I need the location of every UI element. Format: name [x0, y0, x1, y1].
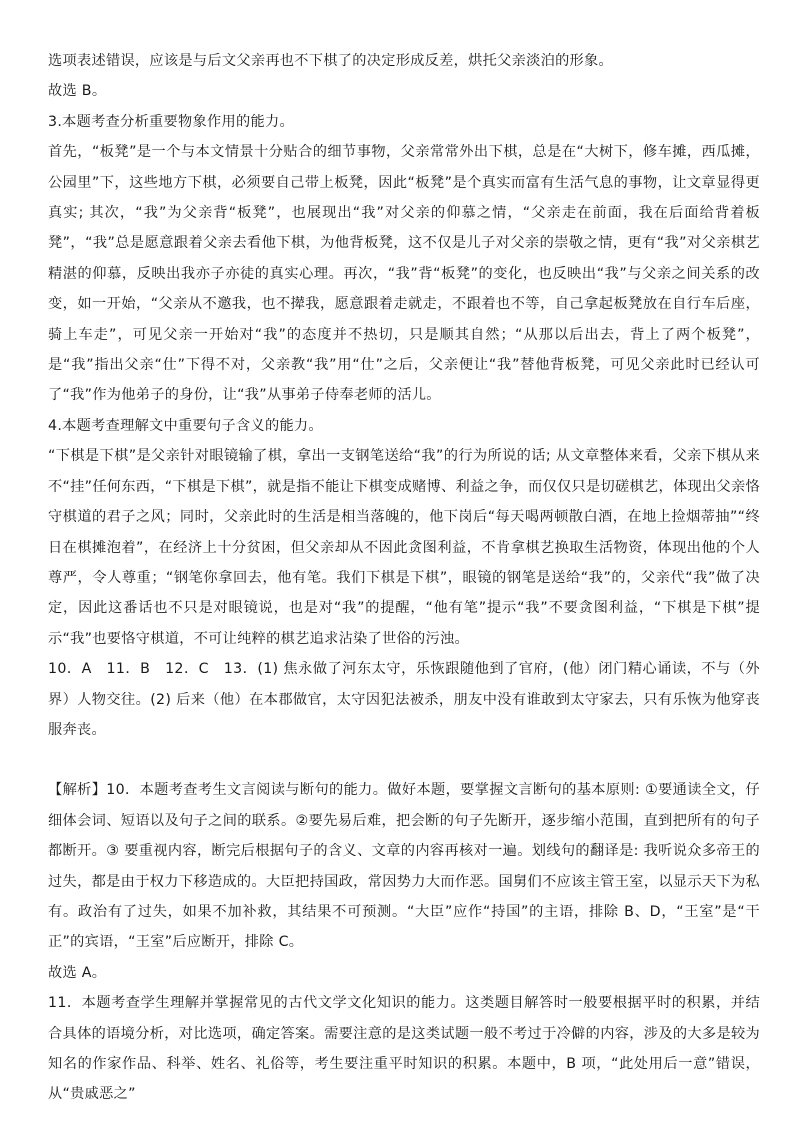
paragraph-option-explanation: 选项表述错误，应该是与后文父亲再也不下棋了的决定形成反差，烘托父亲淡泊的形象。: [48, 53, 614, 69]
blank-line: [48, 745, 760, 775]
paragraph-answer-b: 故选 B。: [48, 83, 107, 100]
document-page: [48, 46, 760, 1110]
paragraph-q10-analysis: 【解析】10．本题考查考生文言阅读与断句的能力。做好本题，要掌握文言断句的基本原则: ①要通读全文，仔细体会词、短语以及句子之间的联系。②要先易后难，把会断的句子先断开，逐步缩小范围，直到把所有的句子都断开。③ 要重视内容，断完后根据句子的含义、文章的内容再核对一遍。划线句的翻译是: 我听说众多帝王的过失，都是由于权力下移造成的。大臣把持国政，常因势力大而作恶。国舅们不应该主管王室，以显示天下为私有。政治有了过失，如果不加补救，其结果不可预测。“大臣”应作“持国”的主语，排除 B、D，“王室”是“干正”的宾语，“王室”后应断开，排除 C。: [48, 782, 760, 951]
paragraph-q3-analysis: 首先，“板凳”是一个与本文情景十分贴合的细节事物，父亲常常外出下棋，总是在“大树下，修车摊，西瓜摊，公园里”下，这些地方下棋，必须要自己带上板凳，因此“板凳”是个真实而富有生活气息的事物，让文章显得更真实; 其次，“我”为父亲背“板凳”，也展现出“我”对父亲的仰慕之情，“父亲走在前面，我在后面给背着板凳”，“我”总是愿意跟着父亲去看他下棋，为他背板凳，这不仅是儿子对父亲的崇敬之情，更有“我”对父亲棋艺精湛的仰慕，反映出我亦子亦徒的真实心理。再次，“我”背“板凳”的变化，也反映出“我”与父亲之间关系的改变，如一开始，“父亲从不邀我，也不撵我，愿意跟着走就走，不跟着也不等，自己拿起板凳放在自行车后座，骑上车走”，可见父亲一开始对“我”的态度并不热切，只是顺其自然；“从那以后出去，背上了两个板凳”，是“我”指出父亲“仕”下得不对，父亲教“我”用“仕”之后，父亲便让“我”替他背板凳，可见父亲此时已经认可了“我”作为他弟子的身份，让“我”从事弟子侍奉老师的活儿。: [48, 144, 760, 404]
paragraph-q4-heading: 4.本题考查理解文中重要句子含义的能力。: [48, 417, 323, 434]
paragraph-q11-analysis: 11．本题考查学生理解并掌握常见的古代文学文化知识的能力。这类题目解答时一般要根据平时的积累，并结合具体的语境分析，对比选项，确定答案。需要注意的是这类试题一般不考过于冷僻的内容，涉及的大多是较为知名的作家作品、科举、姓名、礼俗等，考生要注重平时知识的积累。本题中，B 项，“此处用后一意”错误，从“贵戚恶之”: [48, 995, 760, 1103]
paragraph-q4-analysis: “下棋是下棋”是父亲针对眼镜输了棋，拿出一支钢笔送给“我”的行为所说的话; 从文章整体来看，父亲下棋从来不“挂”任何东西，“下棋是下棋”，就是指不能让下棋变成赌博、利益之争，而仅仅只是切磋棋艺，体现出父亲恪守棋道的君子之风；同时，父亲此时的生活是相当落魄的，他下岗后“每天喝两顿散白酒，在地上捡烟蒂抽”“终日在棋摊泡着”，在经济上十分贫困，但父亲却从不因此贪图利益，不肯拿棋艺换取生活物资，体现出他的个人尊严，令人尊重；“钢笔你拿回去，他有笔。我们下棋是下棋”，眼镜的钢笔是送给“我”的，父亲代“我”做了决定，因此这番话也不只是对眼镜说，也是对“我”的提醒，“他有笔”提示“我”不要贪图利益，“下棋是下棋”提示“我”也要恪守棋道，不可让纯粹的棋艺追求沾染了世俗的污浊。: [48, 448, 760, 647]
paragraph-answers-10-13: 10．A 11．B 12．C 13．(1) 焦永做了河东太守，乐恢跟随他到了官府，(他）闭门精心诵读，不与（外界）人物交往。(2) 后来（他）在本郡做官，太守因犯法被杀，朋友中没有谁敢到太守家去，只有乐恢为他穿丧服奔丧。: [48, 661, 760, 738]
paragraph-answer-a: 故选 A。: [48, 964, 107, 981]
paragraph-q3-heading: 3.本题考查分析重要物象作用的能力。: [48, 113, 294, 130]
